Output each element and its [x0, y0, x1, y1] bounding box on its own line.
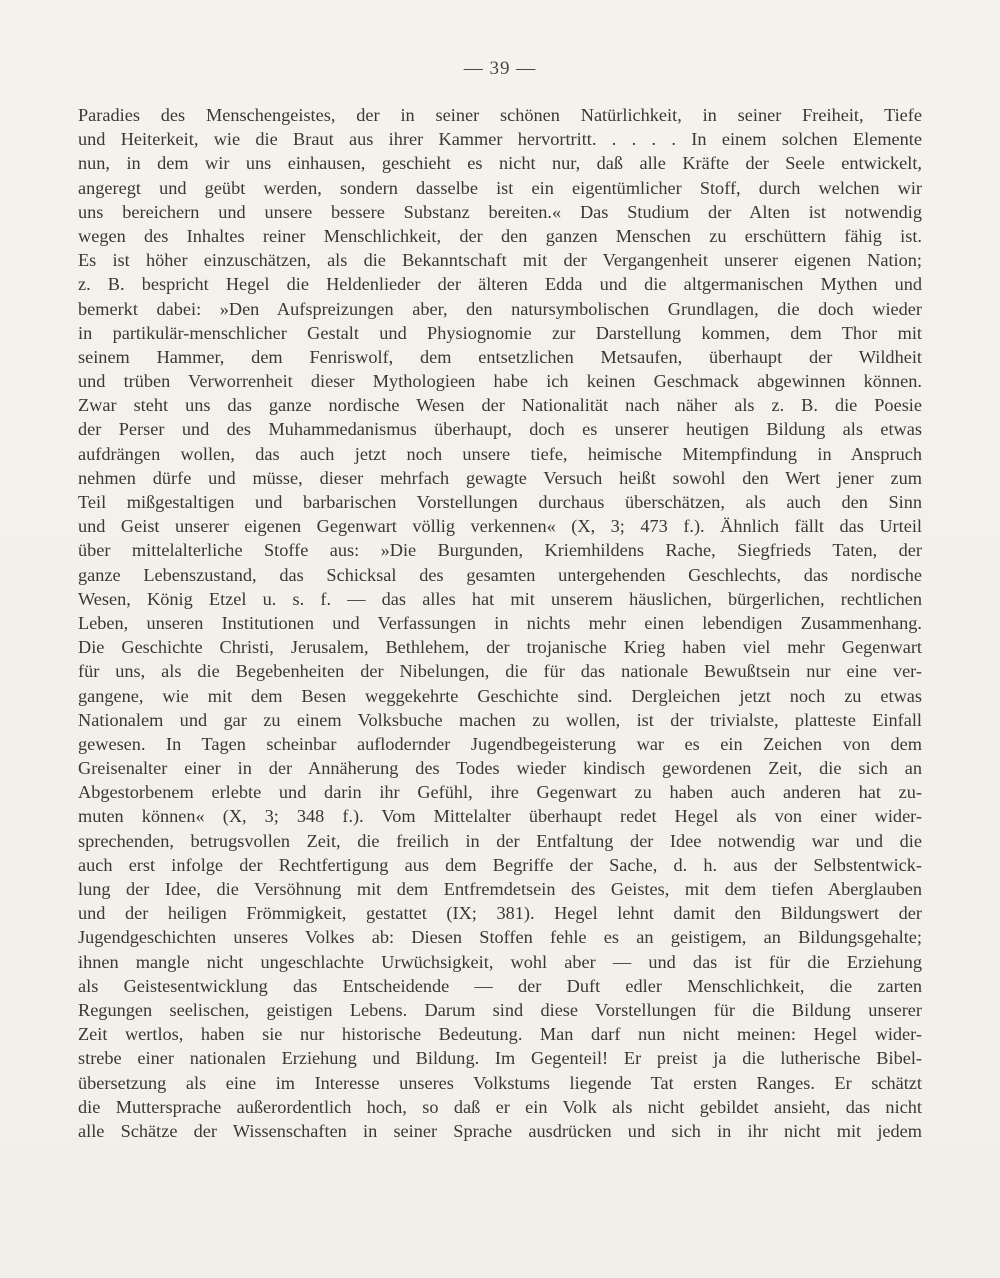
text-line: auch erst infolge der Rechtfertigung aus dem Begriffe der Sache, d. h. aus der Selbstentwick-	[78, 854, 922, 875]
text-line: muten können« (X, 3; 348 f.). Vom Mittelalter überhaupt redet Hegel als von einer wider-	[78, 806, 922, 827]
text-line: und Geist unserer eigenen Gegenwart völlig verkennen« (X, 3; 473 f.). Ähnlich fällt das Urteil	[78, 516, 922, 537]
text-line: Regungen seelischen, geistigen Lebens. Darum sind diese Vorstellungen für die Bildung unserer	[78, 999, 922, 1020]
text-line: ihnen mangle nicht ungeschlachte Urwüchsigkeit, wohl aber — und das ist für die Erziehung	[78, 951, 922, 972]
text-line: bemerkt dabei: »Den Aufspreizungen aber, den natursymbolischen Grundlagen, die doch wieder	[78, 298, 922, 319]
text-line: Abgestorbenem erlebte und darin ihr Gefühl, ihre Gegenwart zu haben auch anderen hat zu-	[78, 782, 922, 803]
body-text	[78, 103, 922, 1143]
text-line: angeregt und geübt werden, sondern dasselbe ist ein eigentümlicher Stoff, durch welchen wir	[78, 177, 922, 198]
text-line: die Muttersprache außerordentlich hoch, so daß er ein Volk als nicht gebildet ansieht, das nicht	[78, 1096, 922, 1117]
text-line: Nationalem und gar zu einem Volksbuche machen zu wollen, ist der trivialste, platteste Einfall	[78, 709, 922, 730]
text-line: gangene, wie mit dem Besen weggekehrte Geschichte sind. Dergleichen jetzt noch zu etwas	[78, 685, 922, 706]
text-line: und Heiterkeit, wie die Braut aus ihrer Kammer hervortritt. . . . . In einem solchen Elemente	[78, 129, 922, 150]
text-line: sprechenden, betrugsvollen Zeit, die freilich in der Entfaltung der Idee notwendig war und die	[78, 830, 922, 851]
text-line: über mittelalterliche Stoffe aus: »Die Burgunden, Kriemhildens Rache, Siegfrieds Taten, der	[78, 540, 922, 561]
text-line: übersetzung als eine im Interesse unseres Volkstums liegende Tat ersten Ranges. Er schätzt	[78, 1072, 922, 1093]
text-line: ganze Lebenszustand, das Schicksal des gesamten untergehenden Geschlechts, das nordische	[78, 564, 922, 585]
text-line: nun, in dem wir uns einhausen, geschieht es nicht nur, daß alle Kräfte der Seele entwickelt,	[78, 153, 922, 174]
text-line: Es ist höher einzuschätzen, als die Bekanntschaft mit der Vergangenheit unserer eigenen Nation;	[78, 250, 922, 271]
text-line: Die Geschichte Christi, Jerusalem, Bethlehem, der trojanische Krieg haben viel mehr Gegenwart	[78, 637, 922, 658]
text-line: als Geistesentwicklung das Entscheidende — der Duft edler Menschlichkeit, die zarten	[78, 975, 922, 996]
text-line: wegen des Inhaltes reiner Menschlichkeit, der den ganzen Menschen zu erschüttern fähig ist.	[78, 225, 922, 246]
text-line: gewesen. In Tagen scheinbar auflodernder Jugendbegeisterung war es ein Zeichen von dem	[78, 733, 922, 754]
text-line: seinem Hammer, dem Fenriswolf, dem entsetzlichen Metsaufen, überhaupt der Wildheit	[78, 346, 922, 367]
text-line: alle Schätze der Wissenschaften in seiner Sprache ausdrücken und sich in ihr nicht mit jedem	[78, 1120, 922, 1141]
text-line: Teil mißgestaltigen und barbarischen Vorstellungen durchaus überschätzen, als auch den Sinn	[78, 492, 922, 512]
text-line: Jugendgeschichten unseres Volkes ab: Diesen Stoffen fehle es an geistigem, an Bildungsgehalte;	[78, 927, 922, 948]
page-number: — 39 —	[463, 58, 537, 79]
text-line: Wesen, König Etzel u. s. f. — das alles hat mit unserem häuslichen, bürgerlichen, rechtlichen	[78, 588, 922, 609]
text-line: und der heiligen Frömmigkeit, gestattet (IX; 381). Hegel lehnt damit den Bildungswert der	[78, 903, 922, 924]
text-line: z. B. bespricht Hegel die Heldenlieder der älteren Edda und die altgermanischen Mythen und	[78, 274, 922, 295]
text-line: Zeit wertlos, haben sie nur historische Bedeutung. Man darf nun nicht meinen: Hegel wider-	[78, 1024, 922, 1045]
text-line: der Perser und des Muhammedanismus überhaupt, doch es unserer heutigen Bildung als etwas	[78, 419, 922, 440]
text-line: uns bereichern und unsere bessere Substanz bereiten.« Das Studium der Alten ist notwendig	[78, 201, 922, 222]
text-line: Zwar steht uns das ganze nordische Wesen der Nationalität nach näher als z. B. die Poesie	[78, 395, 922, 416]
text-line: Paradies des Menschengeistes, der in seiner schönen Natürlichkeit, in seiner Freiheit, Tiefe	[78, 105, 922, 125]
text-line: lung der Idee, die Versöhnung mit dem Entfremdetsein des Geistes, mit dem tiefen Aberglauben	[78, 879, 922, 899]
text-line: nehmen dürfe und müsse, dieser mehrfach gewagte Versuch heißt sowohl den Wert jener zum	[78, 467, 922, 488]
text-line: in partikulär-menschlicher Gestalt und Physiognomie zur Darstellung kommen, dem Thor mit	[78, 322, 922, 343]
text-line: strebe einer nationalen Erziehung und Bildung. Im Gegenteil! Er preist ja die lutherische Bibel-	[78, 1048, 922, 1069]
text-line: Leben, unseren Institutionen und Verfassungen in nichts mehr einen lebendigen Zusammenhang.	[78, 612, 922, 633]
text-line: aufdrängen wollen, das auch jetzt noch unsere tiefe, heimische Mitempfindung in Anspruch	[78, 443, 922, 464]
text-line: für uns, als die Begebenheiten der Nibelungen, die für das nationale Bewußtsein nur eine ver-	[78, 661, 922, 682]
text-line: Greisenalter einer in der Annäherung des Todes wieder kindisch gewordenen Zeit, die sich an	[78, 758, 922, 779]
text-line: und trüben Verworrenheit dieser Mythologieen habe ich keinen Geschmack abgewinnen können.	[78, 371, 922, 392]
